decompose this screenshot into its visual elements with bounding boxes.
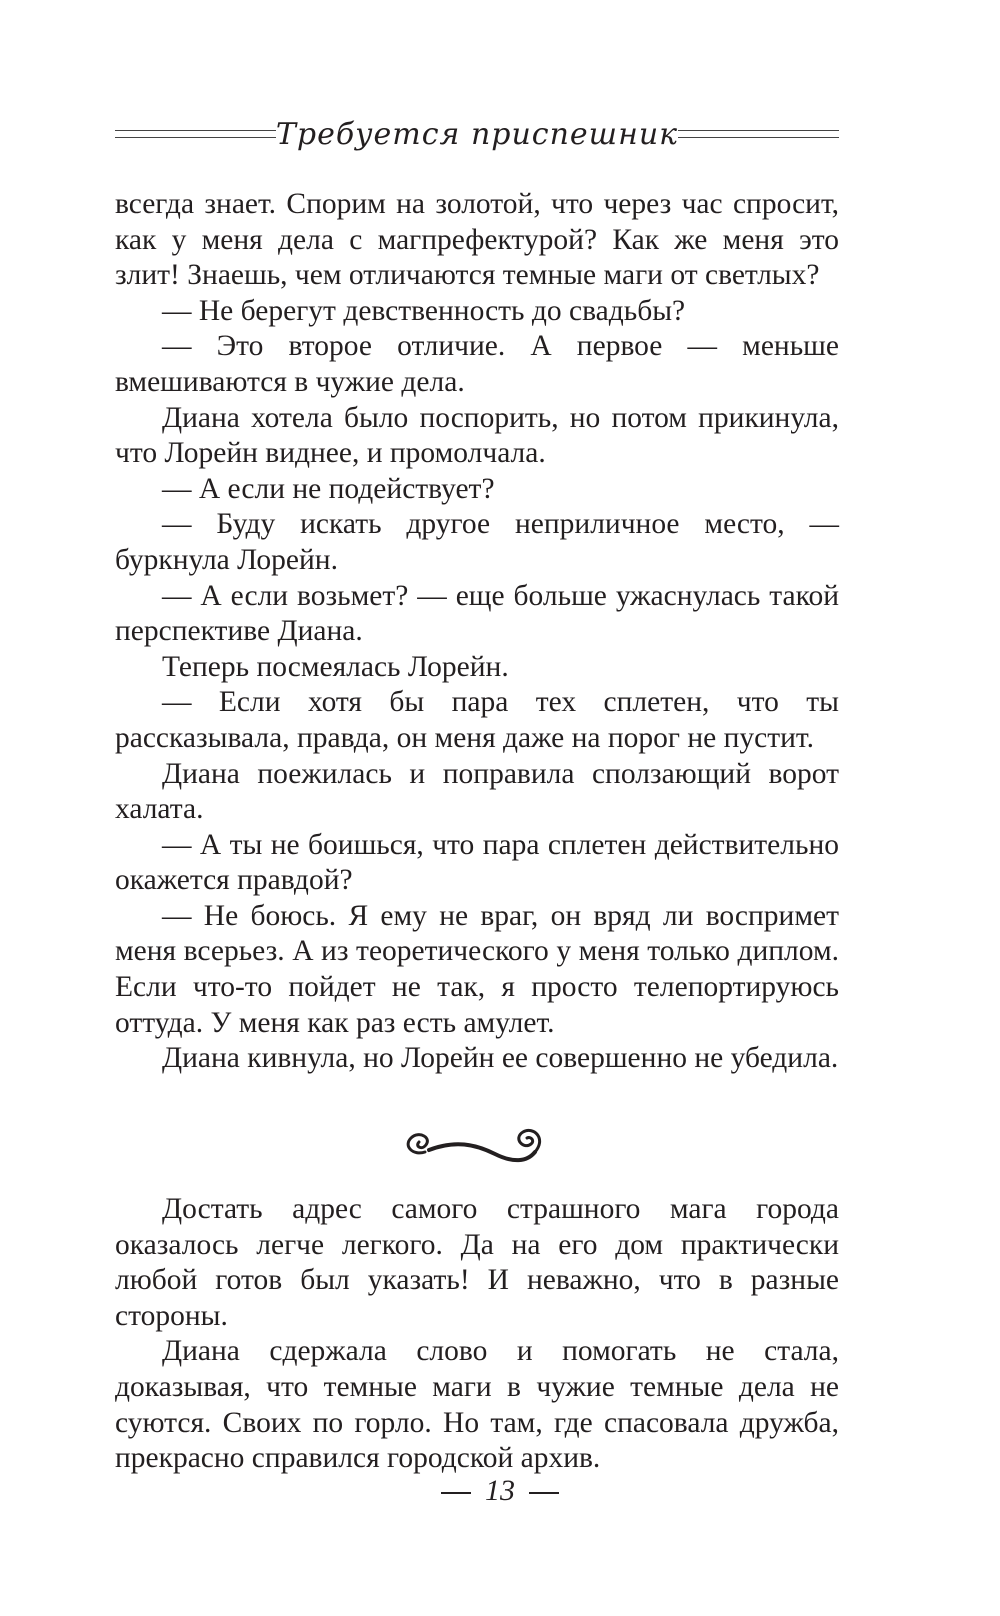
paragraph: Достать адрес самого страшного мага города оказалось легче легкого. Да на его дом практически любой готов был указать! И неважно, что в разные стороны.: [115, 1193, 839, 1332]
paragraph: — Это второе отличие. А первое — меньше вмешиваются в чужие дела.: [115, 330, 839, 398]
running-title: Требуется приспешник: [275, 116, 679, 152]
paragraph: — Если хотя бы пара тех сплетен, что ты рассказывала, правда, он меня даже на порог не пустит.: [115, 686, 839, 754]
paragraph: Диана сдержала слово и помогать не стала, доказывая, что темные маги в чужие темные дела не суются. Своих по горло. Но там, где спасовала дружба, прекрасно справился городской архив.: [115, 1335, 839, 1475]
header-rule-right: [678, 130, 839, 138]
section-ornament-icon: [395, 1116, 565, 1172]
page-number: 13: [485, 1474, 515, 1507]
paragraph: — Не берегут девственность до свадьбы?: [162, 294, 686, 327]
paragraph: Диана кивнула, но Лорейн ее совершенно не убедила.: [162, 1042, 839, 1075]
paragraph: — Буду искать другое неприличное место, — буркнула Лорейн.: [115, 508, 839, 576]
paragraph: Диана поежилась и поправила сползающий ворот халата.: [115, 757, 839, 826]
header-rule-left: [115, 130, 276, 138]
page-footer: [0, 1474, 1000, 1508]
body-text-bottom: [115, 1192, 839, 1477]
paragraph: — А ты не боишься, что пара сплетен действительно окажется правдой?: [115, 828, 839, 897]
paragraph: — А если не подействует?: [162, 472, 495, 505]
body-text-top: [115, 187, 839, 1077]
paragraph: всегда знает. Спорим на золотой, что через час спросит, как у меня дела с магпрефектурой? Как же меня это злит! Знаешь, чем отличаются темные маги от светлых?: [115, 188, 839, 292]
paragraph: — А если возьмет? — еще больше ужаснулась такой перспективе Диана.: [115, 579, 839, 648]
running-header: [115, 112, 839, 156]
folio-dash-left: [441, 1492, 471, 1494]
folio-dash-right: [529, 1492, 559, 1494]
paragraph: Диана хотела было поспорить, но потом прикинула, что Лорейн виднее, и промолчала.: [115, 401, 839, 470]
paragraph: Теперь посмеялась Лорейн.: [162, 650, 509, 683]
paragraph: — Не боюсь. Я ему не враг, он вряд ли воспримет меня всерьез. А из теоретического у меня только диплом. Если что-то пойдет не так, я просто телепортируюсь оттуда. У меня как раз есть амулет.: [115, 899, 839, 1039]
